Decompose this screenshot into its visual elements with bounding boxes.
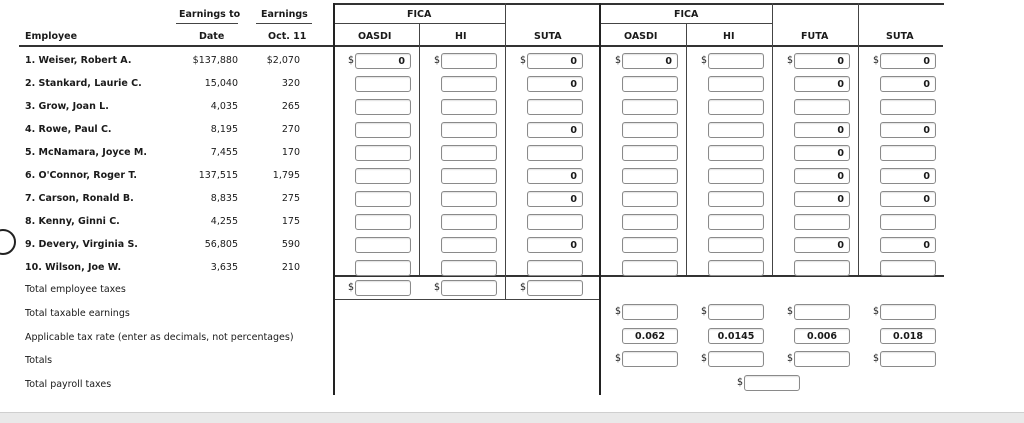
suta-employee-input[interactable]: [527, 145, 583, 161]
oasdi-employer-input[interactable]: [622, 214, 678, 230]
oasdi-employee-input[interactable]: [355, 191, 411, 207]
earnings-to-date-value: 7,455: [210, 147, 238, 158]
employee-name: 10. Wilson, Joe W.: [25, 262, 122, 273]
oasdi-employee-header: OASDI: [358, 31, 392, 42]
oasdi-employee-input[interactable]: [355, 237, 411, 253]
dollar-sign: $: [348, 282, 355, 293]
rate-suta-input[interactable]: 0.018: [880, 328, 936, 344]
hi-employee-input[interactable]: [441, 168, 497, 184]
suta-employer-input[interactable]: [880, 99, 936, 115]
oasdi-employer-input[interactable]: [622, 168, 678, 184]
suta-employer-input[interactable]: 0: [880, 168, 936, 184]
earnings-value: 270: [281, 124, 300, 135]
dollar-sign: $: [787, 353, 794, 364]
row-selector-radio[interactable]: [0, 229, 16, 255]
dollar-sign: $: [737, 377, 744, 388]
header-bottom-rule: [19, 45, 943, 47]
employee-name: 7. Carson, Ronald B.: [25, 193, 134, 204]
suta-employee-input[interactable]: [527, 214, 583, 230]
column-separator: [599, 3, 601, 395]
futa-input[interactable]: 0: [794, 191, 850, 207]
oasdi-employee-input[interactable]: [355, 122, 411, 138]
suta-employee-input[interactable]: [527, 99, 583, 115]
dollar-sign: $: [873, 306, 880, 317]
earnings-to-date-value: $137,880: [192, 55, 238, 66]
column-separator: [686, 23, 687, 275]
dollar-sign: $: [520, 282, 527, 293]
top-rule: [334, 3, 944, 5]
hi-employer-input[interactable]: [708, 260, 764, 276]
dollar-sign: $: [873, 55, 880, 66]
oasdi-employee-input[interactable]: [355, 260, 411, 276]
earnings-to-date-value: 8,835: [210, 193, 238, 204]
dollar-sign: $: [520, 55, 527, 66]
bottom-scroll-bar: [0, 412, 1024, 423]
employee-name: 5. McNamara, Joyce M.: [25, 147, 147, 158]
earnings-to-date-value: 3,635: [210, 262, 238, 273]
dollar-sign: $: [787, 306, 794, 317]
rate-hi-input[interactable]: 0.0145: [708, 328, 764, 344]
employee-name: 8. Kenny, Ginni C.: [25, 216, 120, 227]
total-taxable-earnings-label: Total taxable earnings: [25, 308, 130, 319]
total-employee-hi-input[interactable]: [441, 280, 497, 296]
oasdi-employer-input[interactable]: [622, 260, 678, 276]
total-employee-suta-input[interactable]: [527, 280, 583, 296]
applicable-rate-label: Applicable tax rate (enter as decimals, not percentages): [25, 332, 294, 343]
fica-employer-rule: [601, 23, 773, 24]
hi-employee-input[interactable]: [441, 260, 497, 276]
column-separator: [419, 23, 420, 275]
oasdi-employee-input[interactable]: 0: [355, 53, 411, 69]
column-separator: [333, 3, 335, 395]
total-payroll-taxes-input[interactable]: [744, 375, 800, 391]
taxable-earnings-hi-input[interactable]: [708, 304, 764, 320]
earnings-header-line1: Earnings: [261, 9, 308, 20]
suta-employer-input[interactable]: 0: [880, 191, 936, 207]
earnings-to-date-value: 137,515: [198, 170, 238, 181]
hi-employer-input[interactable]: [708, 168, 764, 184]
suta-employee-input[interactable]: 0: [527, 53, 583, 69]
dollar-sign: $: [873, 353, 880, 364]
hi-employer-input[interactable]: [708, 99, 764, 115]
oasdi-employer-input[interactable]: [622, 99, 678, 115]
suta-employee-input[interactable]: 0: [527, 237, 583, 253]
oasdi-employee-input[interactable]: [355, 99, 411, 115]
suta-employee-header: SUTA: [534, 31, 562, 42]
header-rule: [256, 23, 312, 24]
dollar-sign: $: [787, 55, 794, 66]
totals-suta-input[interactable]: [880, 351, 936, 367]
employee-name: 1. Weiser, Robert A.: [25, 55, 132, 66]
header-rule: [176, 23, 238, 24]
employee-name: 4. Rowe, Paul C.: [25, 124, 112, 135]
fica-employee-header: FICA: [407, 9, 432, 20]
suta-employer-input[interactable]: 0: [880, 122, 936, 138]
earnings-value: $2,070: [266, 55, 300, 66]
hi-employee-input[interactable]: [441, 122, 497, 138]
earnings-value: 320: [281, 78, 300, 89]
futa-input[interactable]: 0: [794, 76, 850, 92]
employee-header: Employee: [25, 31, 78, 42]
hi-employee-input[interactable]: [441, 237, 497, 253]
suta-employee-input[interactable]: 0: [527, 76, 583, 92]
employee-name: 9. Devery, Virginia S.: [25, 239, 138, 250]
oasdi-employee-input[interactable]: [355, 214, 411, 230]
earnings-to-date-value: 4,035: [210, 101, 238, 112]
earnings-to-date-header-line1: Earnings to: [179, 9, 241, 20]
hi-employer-input[interactable]: [708, 76, 764, 92]
hi-employer-input[interactable]: [708, 237, 764, 253]
hi-employer-input[interactable]: [708, 122, 764, 138]
suta-employer-input[interactable]: [880, 214, 936, 230]
earnings-to-date-value: 8,195: [210, 124, 238, 135]
earnings-value: 175: [281, 216, 300, 227]
futa-input[interactable]: [794, 214, 850, 230]
oasdi-employer-header: OASDI: [624, 31, 658, 42]
oasdi-employer-input[interactable]: [622, 191, 678, 207]
oasdi-employee-input[interactable]: [355, 168, 411, 184]
fica-employer-header: FICA: [674, 9, 699, 20]
dollar-sign: $: [701, 306, 708, 317]
totals-oasdi-input[interactable]: [622, 351, 678, 367]
hi-employer-input[interactable]: [708, 191, 764, 207]
oasdi-employer-input[interactable]: [622, 145, 678, 161]
earnings-header-line2: Oct. 11: [268, 31, 307, 42]
earnings-value: 265: [281, 101, 300, 112]
column-separator: [858, 3, 859, 275]
rate-oasdi-input[interactable]: 0.062: [622, 328, 678, 344]
futa-input[interactable]: [794, 99, 850, 115]
earnings-value: 275: [281, 193, 300, 204]
dollar-sign: $: [615, 353, 622, 364]
employee-name: 3. Grow, Joan L.: [25, 101, 109, 112]
dollar-sign: $: [434, 282, 441, 293]
suta-employee-input[interactable]: [527, 260, 583, 276]
hi-employee-input[interactable]: [441, 214, 497, 230]
hi-employee-input[interactable]: [441, 76, 497, 92]
futa-input[interactable]: 0: [794, 53, 850, 69]
suta-employee-input[interactable]: 0: [527, 122, 583, 138]
suta-employer-input[interactable]: [880, 145, 936, 161]
hi-employer-input[interactable]: [708, 53, 764, 69]
totals-hi-input[interactable]: [708, 351, 764, 367]
oasdi-employer-input[interactable]: [622, 76, 678, 92]
employee-name: 6. O'Connor, Roger T.: [25, 170, 137, 181]
fica-employee-rule: [334, 23, 506, 24]
earnings-value: 590: [281, 239, 300, 250]
oasdi-employee-input[interactable]: [355, 145, 411, 161]
hi-employee-input[interactable]: [441, 53, 497, 69]
dollar-sign: $: [434, 55, 441, 66]
hi-employer-header: HI: [723, 31, 735, 42]
taxable-earnings-suta-input[interactable]: [880, 304, 936, 320]
earnings-value: 210: [281, 262, 300, 273]
suta-employer-input[interactable]: [880, 260, 936, 276]
futa-input[interactable]: 0: [794, 145, 850, 161]
earnings-to-date-header-line2: Date: [199, 31, 225, 42]
column-separator: [772, 3, 773, 275]
hi-employer-input[interactable]: [708, 214, 764, 230]
futa-input[interactable]: 0: [794, 168, 850, 184]
earnings-to-date-value: 4,255: [210, 216, 238, 227]
oasdi-employer-input[interactable]: 0: [622, 53, 678, 69]
oasdi-employee-input[interactable]: [355, 76, 411, 92]
hi-employee-input[interactable]: [441, 99, 497, 115]
suta-employee-input[interactable]: 0: [527, 191, 583, 207]
suta-employee-input[interactable]: 0: [527, 168, 583, 184]
employee-totals-rule: [334, 299, 600, 300]
totals-futa-input[interactable]: [794, 351, 850, 367]
taxable-earnings-futa-input[interactable]: [794, 304, 850, 320]
dollar-sign: $: [615, 306, 622, 317]
column-separator: [505, 3, 506, 299]
oasdi-employer-input[interactable]: [622, 237, 678, 253]
earnings-value: 1,795: [272, 170, 300, 181]
suta-employer-input[interactable]: 0: [880, 76, 936, 92]
total-employee-oasdi-input[interactable]: [355, 280, 411, 296]
employee-name: 2. Stankard, Laurie C.: [25, 78, 142, 89]
dollar-sign: $: [348, 55, 355, 66]
futa-input[interactable]: 0: [794, 122, 850, 138]
taxable-earnings-oasdi-input[interactable]: [622, 304, 678, 320]
dollar-sign: $: [701, 353, 708, 364]
dollar-sign: $: [701, 55, 708, 66]
hi-employee-input[interactable]: [441, 145, 497, 161]
futa-header: FUTA: [801, 31, 829, 42]
hi-employer-input[interactable]: [708, 145, 764, 161]
hi-employee-input[interactable]: [441, 191, 497, 207]
earnings-value: 170: [281, 147, 300, 158]
oasdi-employer-input[interactable]: [622, 122, 678, 138]
hi-employee-header: HI: [455, 31, 467, 42]
suta-employer-header: SUTA: [886, 31, 914, 42]
rate-futa-input[interactable]: 0.006: [794, 328, 850, 344]
suta-employer-input[interactable]: 0: [880, 237, 936, 253]
earnings-to-date-value: 15,040: [204, 78, 238, 89]
totals-label: Totals: [25, 355, 53, 366]
suta-employer-input[interactable]: 0: [880, 53, 936, 69]
futa-input[interactable]: [794, 260, 850, 276]
dollar-sign: $: [615, 55, 622, 66]
earnings-to-date-value: 56,805: [204, 239, 238, 250]
total-employee-taxes-label: Total employee taxes: [25, 284, 126, 295]
futa-input[interactable]: 0: [794, 237, 850, 253]
total-payroll-taxes-label: Total payroll taxes: [25, 379, 112, 390]
